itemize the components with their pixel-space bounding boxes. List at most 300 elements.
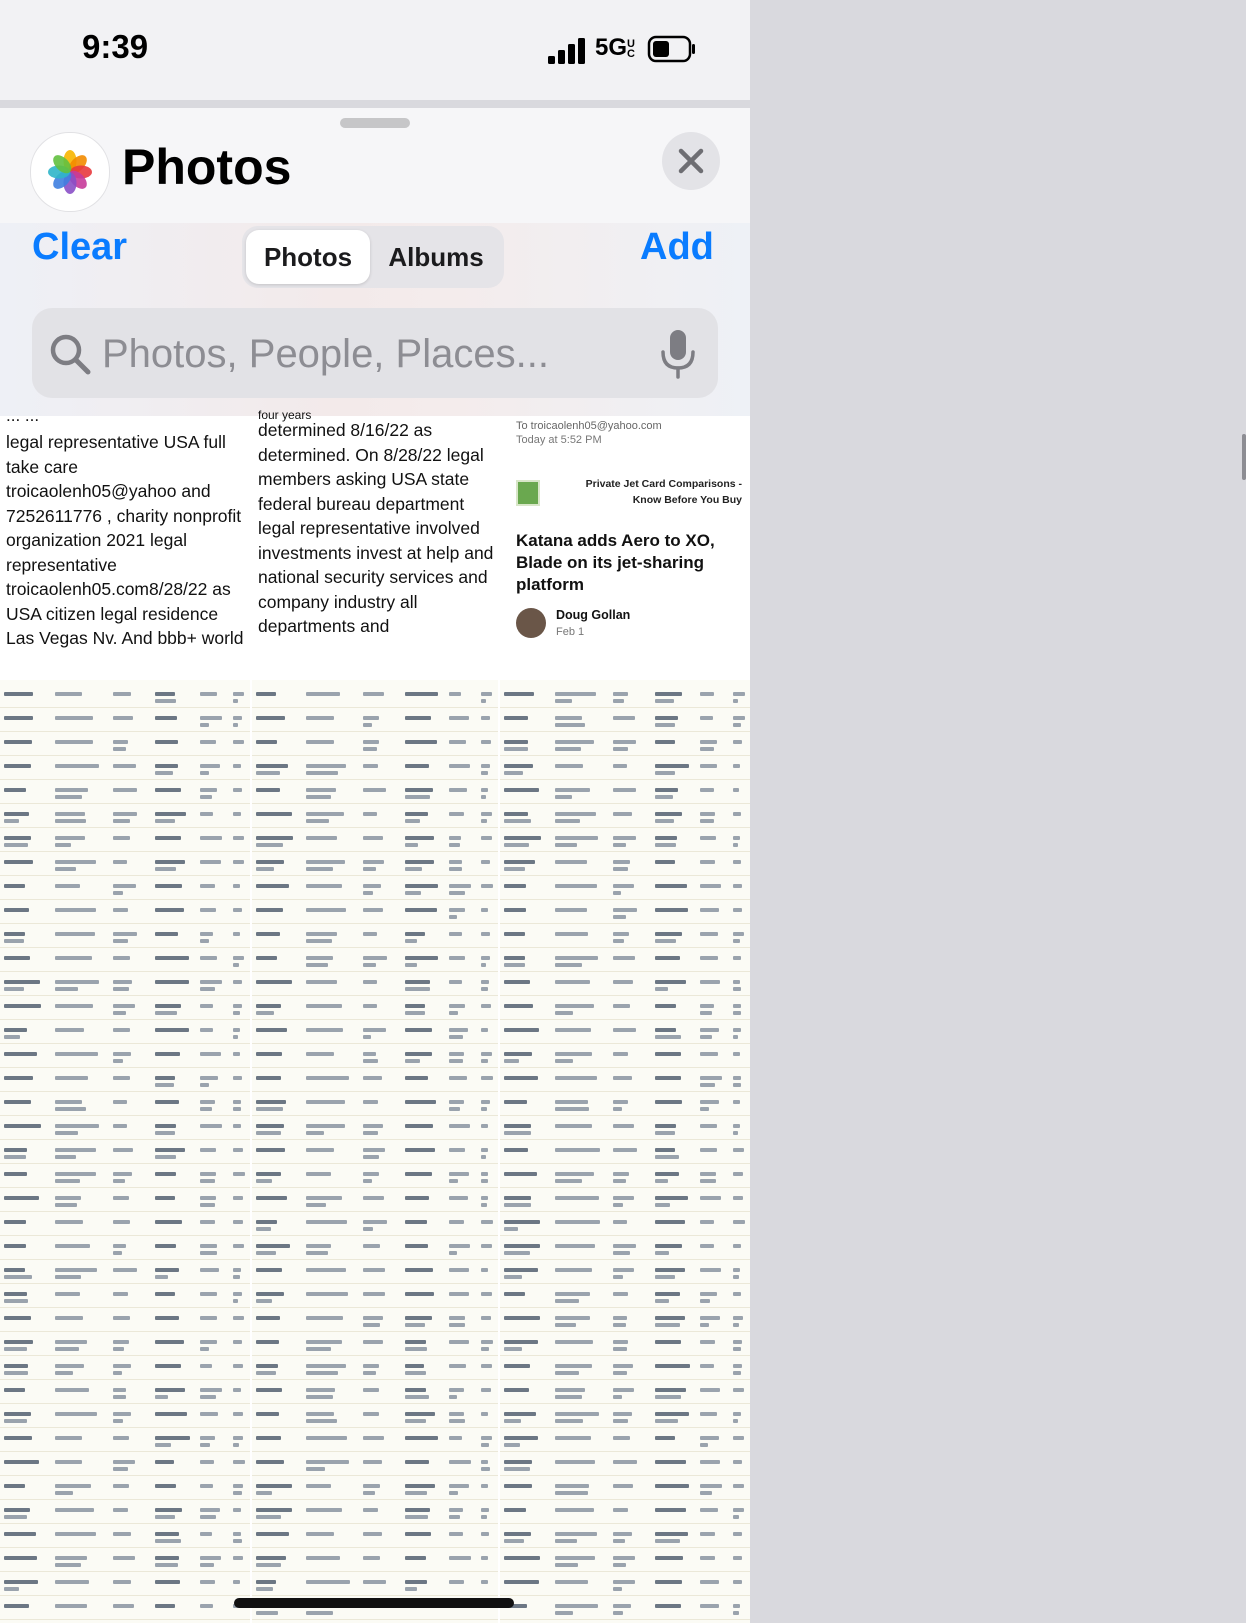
table-cell-text	[700, 788, 714, 792]
table-cell-text	[613, 812, 633, 816]
table-cell-text	[55, 764, 99, 768]
table-cell-text	[700, 1052, 718, 1056]
table-cell-text	[363, 932, 378, 936]
table-cell-text	[200, 723, 209, 727]
table-cell-text	[449, 1484, 469, 1488]
table-cell-text	[4, 908, 29, 912]
table-cell-text	[306, 1004, 342, 1008]
table-cell-text	[613, 1556, 636, 1560]
table-cell-text	[306, 1460, 349, 1464]
table-cell-text	[306, 980, 337, 984]
table-cell-text	[405, 836, 434, 840]
table-cell-text	[4, 819, 19, 823]
table-cell-text	[200, 1203, 215, 1207]
table-cell-text	[733, 1316, 743, 1320]
sheet-header	[0, 108, 750, 223]
table-cell-text	[613, 1364, 633, 1368]
author-name: Doug Gollan	[556, 608, 631, 622]
table-cell-text	[233, 812, 242, 816]
ad-logo-icon	[516, 480, 540, 506]
table-cell-text	[555, 1196, 599, 1200]
table-row-divider	[0, 1595, 250, 1596]
table-cell-text	[481, 1076, 493, 1080]
table-cell-text	[113, 1196, 130, 1200]
table-row-divider	[252, 1547, 498, 1548]
table-cell-text	[700, 1508, 718, 1512]
table-row-divider	[500, 1091, 750, 1092]
table-cell-text	[504, 867, 525, 871]
table-cell-text	[481, 1124, 488, 1128]
table-row-divider	[0, 1067, 250, 1068]
table-cell-text	[113, 1148, 133, 1152]
table-cell-text	[481, 1244, 493, 1248]
table-cell-text	[405, 1316, 432, 1320]
table-row-divider	[252, 1595, 498, 1596]
table-row-divider	[500, 1331, 750, 1332]
table-cell-text	[655, 699, 674, 703]
table-cell-text	[155, 836, 181, 840]
table-cell-text	[4, 956, 30, 960]
table-cell-text	[733, 1340, 743, 1344]
table-cell-text	[504, 1292, 525, 1296]
table-cell-text	[155, 932, 178, 936]
table-cell-text	[655, 1035, 681, 1039]
table-cell-text	[481, 1532, 490, 1536]
table-cell-text	[4, 1076, 33, 1080]
table-cell-text	[613, 1323, 626, 1327]
battery-icon	[648, 36, 696, 62]
table-cell-text	[733, 1412, 742, 1416]
table-cell-text	[733, 1508, 744, 1512]
table-cell-text	[504, 980, 530, 984]
table-cell-text	[55, 1004, 93, 1008]
table-cell-text	[256, 843, 283, 847]
table-cell-text	[155, 740, 178, 744]
table-cell-text	[700, 836, 716, 840]
table-cell-text	[504, 1196, 531, 1200]
table-row-divider	[252, 851, 498, 852]
table-cell-text	[504, 1251, 530, 1255]
table-cell-text	[504, 1467, 530, 1471]
table-cell-text	[55, 788, 88, 792]
table-cell-text	[555, 1004, 594, 1008]
table-cell-text	[613, 1196, 635, 1200]
table-row-divider	[500, 1427, 750, 1428]
table-cell-text	[655, 1412, 689, 1416]
table-cell-text	[504, 1172, 537, 1176]
table-cell-text	[555, 932, 588, 936]
table-row-divider	[0, 779, 250, 780]
table-cell-text	[4, 1556, 37, 1560]
table-cell-text	[113, 1059, 124, 1063]
table-row-divider	[500, 1211, 750, 1212]
table-cell-text	[155, 1515, 175, 1519]
table-row-divider	[0, 1259, 250, 1260]
table-cell-text	[700, 1340, 715, 1344]
table-cell-text	[405, 1323, 426, 1327]
table-cell-text	[55, 1028, 84, 1032]
table-cell-text	[200, 795, 212, 799]
table-cell-text	[256, 1316, 280, 1320]
microphone-icon[interactable]	[658, 328, 698, 380]
table-cell-text	[481, 1292, 493, 1296]
table-cell-text	[481, 1100, 490, 1104]
table-cell-text	[613, 764, 628, 768]
table-cell-text	[155, 764, 178, 768]
search-input[interactable]	[100, 322, 644, 386]
table-row-divider	[252, 899, 498, 900]
table-cell-text	[733, 1196, 743, 1200]
table-cell-text	[655, 843, 676, 847]
table-cell-text	[733, 1388, 744, 1392]
network-sub-label: UC	[627, 37, 635, 60]
table-cell-text	[155, 1508, 182, 1512]
table-cell-text	[363, 1316, 384, 1320]
table-cell-text	[113, 1052, 131, 1056]
table-cell-text	[363, 1323, 380, 1327]
table-cell-text	[55, 908, 96, 912]
table-cell-text	[655, 908, 688, 912]
table-cell-text	[256, 1244, 290, 1248]
table-cell-text	[449, 1052, 464, 1056]
table-cell-text	[655, 1316, 685, 1320]
table-cell-text	[306, 740, 334, 744]
table-cell-text	[481, 1316, 491, 1320]
table-cell-text	[555, 1323, 576, 1327]
table-cell-text	[481, 884, 493, 888]
table-row-divider	[0, 875, 250, 876]
table-cell-text	[306, 1268, 346, 1272]
table-cell-text	[233, 1076, 242, 1080]
clear-button[interactable]: Clear	[32, 226, 128, 268]
table-cell-text	[613, 1100, 629, 1104]
table-cell-text	[306, 1371, 338, 1375]
table-cell-text	[504, 812, 528, 816]
search-bar[interactable]	[32, 308, 718, 398]
table-cell-text	[655, 716, 678, 720]
table-cell-text	[449, 1107, 461, 1111]
table-cell-text	[55, 1364, 84, 1368]
status-time: 9:39	[82, 28, 149, 65]
table-cell-text	[55, 1563, 81, 1567]
photos-picker-sheet	[0, 108, 750, 1623]
table-cell-text	[306, 1124, 345, 1128]
photos-albums-segmented-control[interactable]	[242, 226, 504, 288]
table-cell-text	[613, 1563, 626, 1567]
table-cell-text	[449, 1220, 465, 1224]
table-cell-text	[200, 939, 209, 943]
table-row-divider	[0, 1571, 250, 1572]
table-cell-text	[700, 1100, 719, 1104]
table-cell-text	[306, 716, 334, 720]
status-bar	[0, 0, 750, 100]
table-cell-text	[555, 1124, 592, 1128]
table-cell-text	[555, 956, 598, 960]
table-cell-text	[655, 723, 675, 727]
table-cell-text	[700, 956, 718, 960]
table-cell-text	[733, 812, 742, 816]
table-cell-text	[504, 1076, 538, 1080]
table-cell-text	[113, 1508, 128, 1512]
table-cell-text	[233, 1316, 244, 1320]
table-cell-text	[700, 1268, 721, 1272]
table-cell-text	[233, 836, 245, 840]
table-cell-text	[55, 1316, 83, 1320]
table-cell-text	[481, 1347, 489, 1351]
table-cell-text	[655, 1539, 680, 1543]
table-cell-text	[155, 1388, 185, 1392]
table-cell-text	[504, 1052, 532, 1056]
table-row-divider	[0, 707, 250, 708]
table-cell-text	[613, 932, 629, 936]
table-cell-text	[306, 819, 328, 823]
table-cell-text	[363, 908, 383, 912]
table-row-divider	[0, 1547, 250, 1548]
ad-text: Private Jet Card Comparisons - Know Before You Buy	[585, 478, 742, 506]
table-cell-text	[306, 836, 337, 840]
table-cell-text	[449, 1556, 471, 1560]
table-cell-text	[504, 884, 526, 888]
table-row-divider	[0, 1163, 250, 1164]
table-cell-text	[555, 1011, 573, 1015]
table-cell-text	[613, 860, 630, 864]
table-row-divider	[252, 1235, 498, 1236]
table-cell-text	[733, 908, 742, 912]
table-cell-text	[733, 1371, 742, 1375]
table-cell-text	[481, 740, 491, 744]
table-row-divider	[500, 1019, 750, 1020]
table-cell-text	[405, 1004, 425, 1008]
table-cell-text	[306, 1395, 333, 1399]
table-cell-text	[155, 1460, 174, 1464]
table-cell-text	[504, 1412, 536, 1416]
table-cell-text	[449, 1340, 469, 1344]
table-row-divider	[252, 1211, 498, 1212]
table-cell-text	[405, 795, 431, 799]
table-cell-text	[733, 939, 740, 943]
photo-thumbnail[interactable]	[252, 408, 498, 678]
table-cell-text	[155, 771, 173, 775]
table-cell-text	[613, 1220, 627, 1224]
sheet-grabber[interactable]	[340, 118, 410, 128]
segment-photos[interactable]: Photos	[246, 230, 370, 284]
table-cell-text	[555, 1395, 582, 1399]
table-cell-text	[613, 1028, 637, 1032]
table-row-divider	[0, 1139, 250, 1140]
add-button[interactable]: Add	[640, 226, 714, 268]
table-row-divider	[0, 803, 250, 804]
table-cell-text	[200, 1316, 217, 1320]
table-cell-text	[613, 908, 638, 912]
table-cell-text	[155, 1316, 179, 1320]
table-cell-text	[306, 764, 346, 768]
table-cell-text	[449, 860, 462, 864]
table-cell-text	[200, 1292, 217, 1296]
table-cell-text	[233, 932, 240, 936]
table-cell-text	[113, 1347, 124, 1351]
table-row-divider	[252, 1091, 498, 1092]
table-cell-text	[200, 1436, 215, 1440]
table-cell-text	[449, 1244, 470, 1248]
table-cell-text	[233, 884, 240, 888]
table-cell-text	[655, 1323, 680, 1327]
table-cell-text	[733, 764, 740, 768]
table-cell-text	[233, 723, 238, 727]
table-cell-text	[700, 1124, 717, 1128]
table-cell-text	[449, 1251, 458, 1255]
table-cell-text	[555, 1316, 590, 1320]
table-cell-text	[504, 788, 539, 792]
table-cell-text	[481, 692, 493, 696]
table-row-divider	[500, 995, 750, 996]
photo-thumbnail-table[interactable]	[0, 680, 250, 1623]
table-cell-text	[700, 1028, 719, 1032]
table-cell-text	[113, 1251, 123, 1255]
table-cell-text	[233, 1004, 243, 1008]
table-cell-text	[306, 692, 339, 696]
table-cell-text	[306, 1244, 331, 1248]
table-cell-text	[613, 1395, 622, 1399]
table-cell-text	[55, 819, 86, 823]
table-cell-text	[613, 1292, 629, 1296]
table-cell-text	[733, 843, 739, 847]
table-cell-text	[200, 788, 217, 792]
table-cell-text	[256, 932, 280, 936]
table-cell-text	[200, 1532, 212, 1536]
close-button[interactable]	[662, 132, 720, 190]
table-cell-text	[155, 1172, 176, 1176]
table-cell-text	[113, 1436, 129, 1440]
table-row-divider	[252, 1187, 498, 1188]
table-row-divider	[500, 1619, 750, 1620]
table-cell-text	[481, 1443, 490, 1447]
table-row-divider	[0, 995, 250, 996]
table-cell-text	[113, 1556, 136, 1560]
table-cell-text	[613, 956, 636, 960]
table-cell-text	[4, 932, 25, 936]
table-cell-text	[449, 1059, 463, 1063]
table-cell-text	[481, 1508, 489, 1512]
table-cell-text	[256, 1124, 284, 1128]
table-row-divider	[252, 1403, 498, 1404]
table-cell-text	[4, 987, 24, 991]
table-cell-text	[306, 1076, 349, 1080]
table-cell-text	[655, 1460, 686, 1464]
table-cell-text	[113, 1179, 126, 1183]
table-cell-text	[449, 1436, 462, 1440]
segment-albums[interactable]: Albums	[388, 241, 484, 272]
table-row-divider	[252, 875, 498, 876]
table-cell-text	[733, 723, 741, 727]
table-cell-text	[233, 860, 245, 864]
table-cell-text	[200, 1172, 216, 1176]
table-cell-text	[363, 1436, 384, 1440]
table-row-divider	[0, 1427, 250, 1428]
table-cell-text	[555, 1148, 600, 1152]
table-cell-text	[733, 1083, 741, 1087]
table-cell-text	[449, 884, 471, 888]
table-cell-text	[155, 1083, 174, 1087]
table-row-divider	[0, 1043, 250, 1044]
table-row-divider	[500, 851, 750, 852]
photo-document-text: determined 8/16/22 as determined. On 8/28/22 legal members asking USA state federal bureau department legal representative involved investments invest at help and national security services and company industry all departments and	[258, 420, 494, 636]
table-cell-text	[449, 812, 464, 816]
table-cell-text	[449, 1508, 463, 1512]
table-cell-text	[55, 1292, 80, 1296]
table-cell-text	[504, 1388, 529, 1392]
table-cell-text	[655, 1052, 681, 1056]
table-cell-text	[363, 1244, 381, 1248]
table-cell-text	[700, 1083, 715, 1087]
table-cell-text	[4, 1532, 36, 1536]
photo-thumbnail-table[interactable]	[500, 680, 750, 1623]
table-cell-text	[613, 1203, 624, 1207]
table-cell-text	[155, 1340, 184, 1344]
table-cell-text	[256, 1587, 273, 1591]
table-cell-text	[55, 1508, 94, 1512]
table-cell-text	[449, 1460, 471, 1464]
table-cell-text	[113, 1004, 135, 1008]
table-cell-text	[449, 1148, 466, 1152]
table-cell-text	[55, 1412, 97, 1416]
table-cell-text	[405, 819, 421, 823]
table-cell-text	[256, 1220, 277, 1224]
table-cell-text	[504, 1100, 527, 1104]
table-cell-text	[555, 812, 596, 816]
table-cell-text	[613, 884, 635, 888]
table-cell-text	[613, 1340, 629, 1344]
table-cell-text	[55, 1460, 82, 1464]
table-cell-text	[256, 1412, 279, 1416]
table-cell-text	[155, 1443, 171, 1447]
table-cell-text	[700, 1316, 720, 1320]
table-cell-text	[55, 716, 93, 720]
table-cell-text	[155, 1532, 179, 1536]
table-cell-text	[306, 812, 344, 816]
table-row-divider	[0, 1019, 250, 1020]
table-cell-text	[55, 1556, 87, 1560]
table-cell-text	[256, 692, 276, 696]
photo-thumbnail[interactable]	[500, 416, 750, 678]
table-cell-text	[113, 1604, 134, 1608]
photo-thumbnail-table[interactable]	[252, 680, 498, 1623]
table-cell-text	[306, 1419, 337, 1423]
table-cell-text	[733, 699, 738, 703]
table-cell-text	[363, 1100, 378, 1104]
table-cell-text	[555, 699, 572, 703]
photo-thumbnail[interactable]	[0, 406, 250, 678]
home-indicator	[234, 1598, 514, 1608]
table-cell-text	[555, 963, 582, 967]
table-row-divider	[500, 1163, 750, 1164]
table-cell-text	[363, 764, 378, 768]
table-cell-text	[363, 1179, 372, 1183]
table-cell-text	[481, 1004, 492, 1008]
table-row-divider	[500, 1499, 750, 1500]
table-row-divider	[500, 827, 750, 828]
table-cell-text	[481, 1556, 488, 1560]
table-cell-text	[405, 764, 430, 768]
table-cell-text	[449, 740, 466, 744]
table-cell-text	[405, 956, 438, 960]
table-cell-text	[504, 956, 525, 960]
table-cell-text	[613, 843, 626, 847]
table-cell-text	[55, 1491, 73, 1495]
table-cell-text	[504, 1131, 531, 1135]
table-cell-text	[4, 884, 25, 888]
table-row-divider	[252, 827, 498, 828]
table-cell-text	[113, 980, 132, 984]
